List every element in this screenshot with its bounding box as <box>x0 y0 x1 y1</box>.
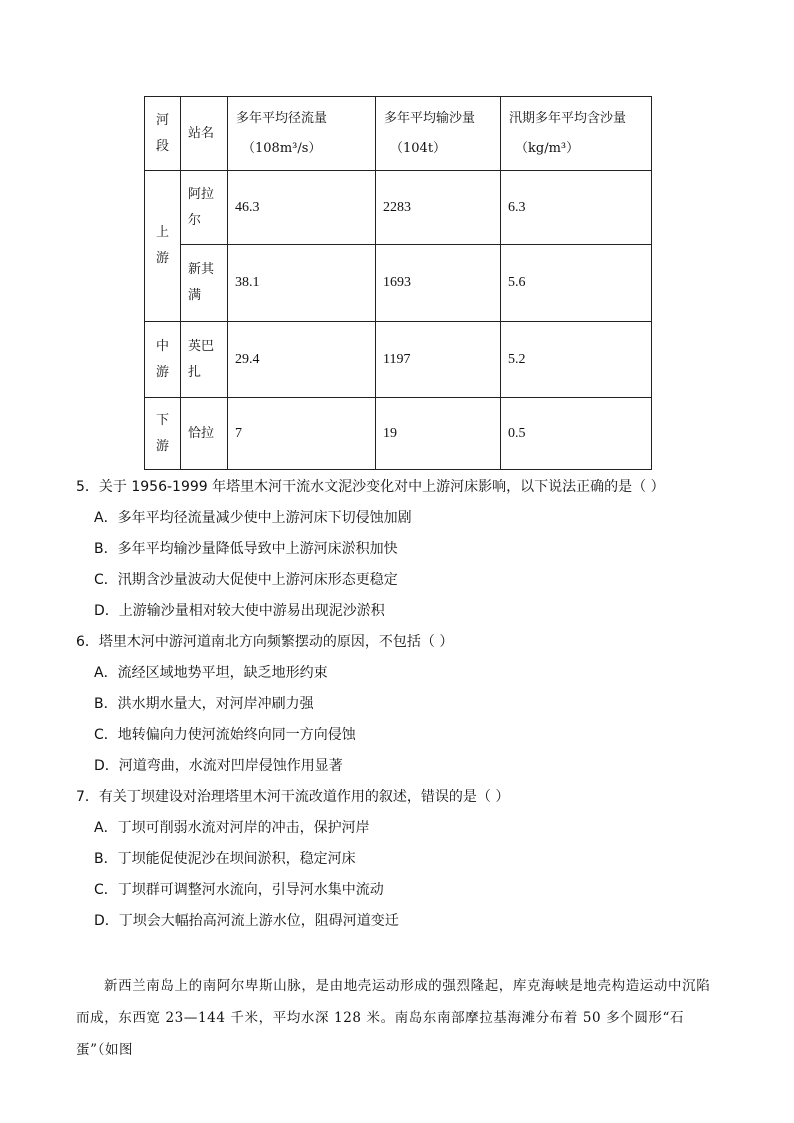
station-cell: 新其 满 <box>181 245 228 322</box>
question-stem: 7．有关丁坝建设对治理塔里木河干流改道作用的叙述，错误的是（ ） <box>76 789 510 805</box>
runoff-cell: 38.1 <box>228 245 376 322</box>
section-middle: 中 游 <box>145 322 181 398</box>
concentration-cell: 5.2 <box>501 322 652 398</box>
option-c: C．丁坝群可调整河水流向，引导河水集中流动 <box>94 882 384 898</box>
concentration-cell: 0.5 <box>501 398 652 470</box>
sediment-cell: 19 <box>376 398 501 470</box>
option-c: C．地转偏向力使河流始终向同一方向侵蚀 <box>94 727 356 743</box>
sediment-cell: 1693 <box>376 245 501 322</box>
table-header-row <box>145 97 652 171</box>
sediment-cell: 2283 <box>376 171 501 245</box>
table-row <box>145 171 652 245</box>
table-row <box>145 322 652 398</box>
hydrology-table <box>144 96 652 470</box>
question-6 <box>76 629 716 784</box>
header-section: 河 段 <box>145 97 181 171</box>
question-list <box>76 474 716 939</box>
concentration-cell: 6.3 <box>501 171 652 245</box>
option-c: C．汛期含沙量波动大促使中上游河床形态更稳定 <box>94 572 398 588</box>
option-b: B．丁坝能促使泥沙在坝间淤积，稳定河床 <box>94 851 356 867</box>
option-d: D．丁坝会大幅抬高河流上游水位，阻碍河道变迁 <box>94 913 399 929</box>
header-sediment: 多年平均输沙量 （104t） <box>376 97 501 171</box>
question-stem: 6．塔里木河中游河道南北方向频繁摆动的原因，不包括（ ） <box>76 634 454 650</box>
question-stem: 5．关于 1956-1999 年塔里木河干流水文泥沙变化对中上游河床影响，以下说法正确的是（ ） <box>76 479 665 495</box>
station-cell: 阿拉 尔 <box>181 171 228 245</box>
header-station: 站名 <box>181 97 228 171</box>
option-a: A．流经区域地势平坦，缺乏地形约束 <box>94 665 328 681</box>
section-lower: 下 游 <box>145 398 181 470</box>
header-concentration: 汛期多年平均含沙量 （kg/m³） <box>501 97 652 171</box>
runoff-cell: 7 <box>228 398 376 470</box>
station-cell: 恰拉 <box>181 398 228 470</box>
section-upper: 上 游 <box>145 171 181 322</box>
option-d: D．河道弯曲，水流对凹岸侵蚀作用显著 <box>94 758 343 774</box>
option-b: B．洪水期水量大，对河岸冲刷力强 <box>94 696 314 712</box>
table-row <box>145 245 652 322</box>
header-runoff: 多年平均径流量 （108m³/s） <box>228 97 376 171</box>
option-b: B．多年平均输沙量降低导致中上游河床淤积加快 <box>94 541 398 557</box>
question-5 <box>76 474 716 629</box>
option-d: D．上游输沙量相对较大使中游易出现泥沙淤积 <box>94 603 385 619</box>
runoff-cell: 46.3 <box>228 171 376 245</box>
option-a: A．多年平均径流量减少使中上游河床下切侵蚀加剧 <box>94 510 412 526</box>
concentration-cell: 5.6 <box>501 245 652 322</box>
question-7 <box>76 784 716 939</box>
runoff-cell: 29.4 <box>228 322 376 398</box>
option-a: A．丁坝可削弱水流对河岸的冲击，保护河岸 <box>94 820 370 836</box>
reading-passage: 新西兰南岛上的南阿尔卑斯山脉，是由地壳运动形成的强烈隆起，库克海峡是地壳构造运动中沉陷而成，东西宽 23—144 千米，平均水深 128 米。南岛东南部摩拉基海滩分布着 50 多个圆形“石蛋”（如图 <box>76 978 711 1058</box>
station-cell: 英巴 扎 <box>181 322 228 398</box>
table-row <box>145 398 652 470</box>
sediment-cell: 1197 <box>376 322 501 398</box>
